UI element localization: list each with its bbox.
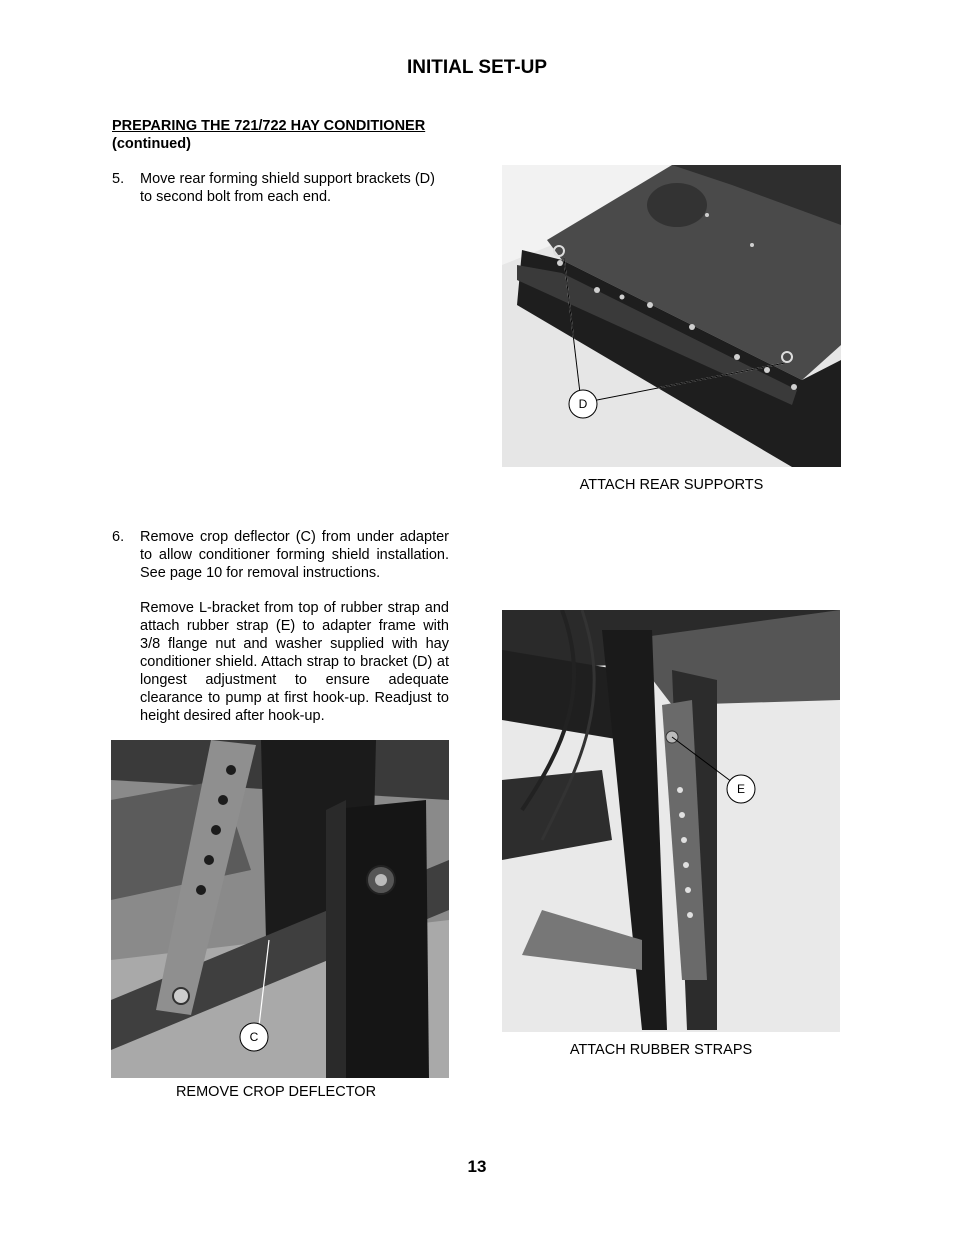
callout-d: D: [578, 397, 588, 411]
rear-supports-photo: [502, 165, 841, 467]
rubber-straps-caption: ATTACH RUBBER STRAPS: [569, 1042, 753, 1058]
page-number: 13: [467, 1157, 487, 1176]
section-heading: [112, 117, 425, 153]
step-5-text: Move rear forming shield support brackets (D) to second bolt from each end.: [140, 171, 435, 205]
step-5-number: 5.: [112, 171, 125, 187]
callout-c: C: [249, 1030, 259, 1044]
step-6-text-1: Remove crop deflector (C) from under adapter to allow conditioner forming shield installation. See page 10 for removal instructions.: [140, 529, 449, 581]
callout-e: E: [736, 782, 746, 796]
rubber-straps-photo: [502, 610, 840, 1032]
step-6-number: 6.: [112, 529, 125, 545]
rear-supports-caption: ATTACH REAR SUPPORTS: [579, 477, 764, 493]
crop-deflector-photo: [111, 740, 449, 1078]
section-subtitle: (continued): [112, 136, 191, 152]
crop-deflector-caption: REMOVE CROP DEFLECTOR: [175, 1084, 377, 1100]
step-6-text-2: Remove L-bracket from top of rubber strap and attach rubber strap (E) to adapter frame with 3/8 flange nut and washer supplied with hay conditioner shield. Attach strap to bracket (D) at longest adjustment to ensure adequate clearance to pump at first hook-up. Readjust to height desired after hook-up.: [140, 600, 449, 724]
section-title: PREPARING THE 721/722 HAY CONDITIONER: [112, 118, 426, 134]
page-title: INITIAL SET-UP: [406, 57, 548, 78]
